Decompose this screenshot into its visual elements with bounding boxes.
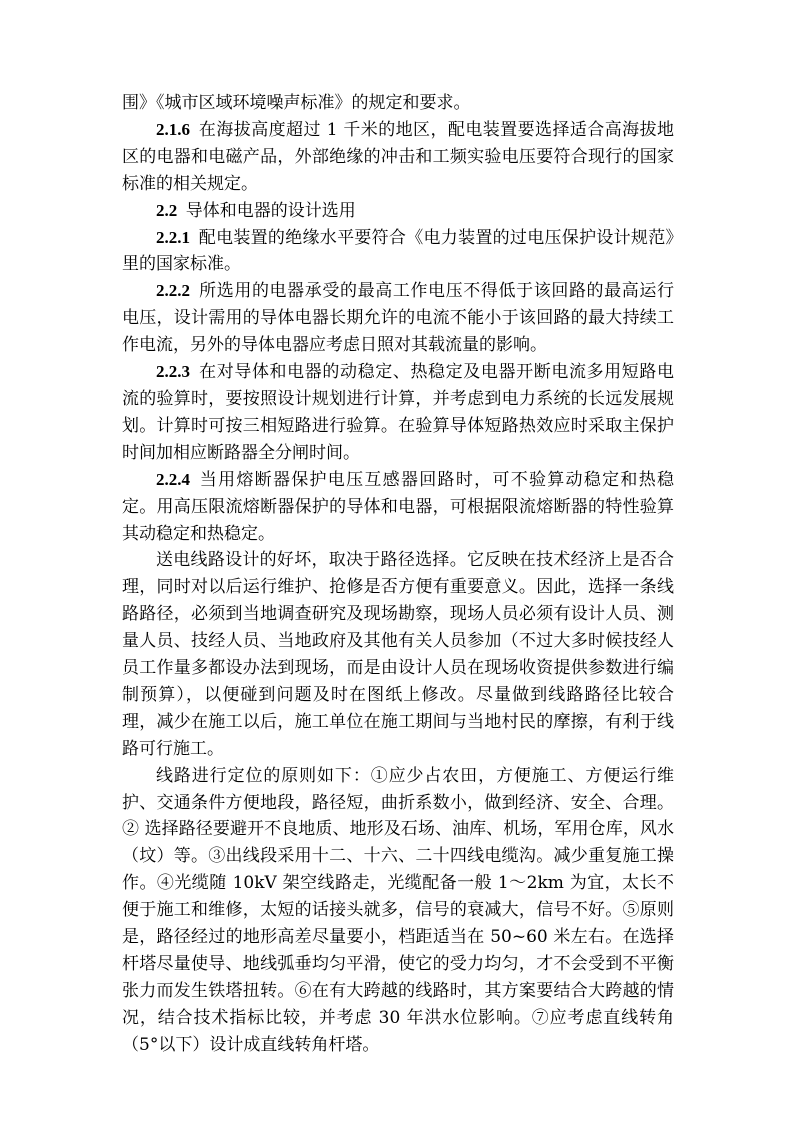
paragraph-text: 配电装置的绝缘水平要符合《电力装置的过电压保护设计规范》里的国家标准。 (122, 227, 674, 275)
section-number: 2.2.3 (156, 362, 190, 382)
section-2-2-3 (122, 359, 674, 467)
section-number: 2.2.1 (156, 227, 190, 247)
section-number: 2.2.4 (156, 469, 190, 489)
section-number: 2.2.2 (156, 281, 190, 301)
section-2-2-4 (122, 467, 674, 548)
paragraph-text: 在对导体和电器的动稳定、热稳定及电器开断电流多用短路电流的验算时，要按照设计规划进行计算，并考虑到电力系统的长远发展规划。计算时可按三相短路进行验算。在验算导体短路热效应时采取主保护时间加相应断路器全分闸时间。 (122, 362, 674, 463)
paragraph-text: 当用熔断器保护电压互感器回路时，可不验算动稳定和热稳定。用高压限流熔断器保护的导体和电器，可根据限流熔断器的特性验算其动稳定和热稳定。 (122, 469, 674, 544)
section-number: 2.1.6 (156, 119, 190, 139)
paragraph-text: 送电线路设计的好坏，取决于路径选择。它反映在技术经济上是否合理，同时对以后运行维护、抢修是否方便有重要意义。因此，选择一条线路路径，必须到当地调查研究及现场勘察，现场人员必须有设计人员、测量人员、技经人员、当地政府及其他有关人员参加（不过大多时候技经人员工作量多都设办法到现场，而是由设计人员在现场收资提供参数进行编制预算），以便碰到问题及时在图纸上修改。尽量做到线路路径比较合理，减少在施工以后，施工单位在施工期间与当地村民的摩擦，有利于线路可行施工。 (122, 550, 674, 759)
paragraph-text: 在海拔高度超过 1 千米的地区，配电装置要选择适合高海拔地区的电器和电磁产品，外部绝缘的冲击和工频实验电压要符合现行的国家标准的相关规定。 (122, 119, 674, 194)
section-heading-text: 导体和电器的设计选用 (185, 200, 356, 221)
section-2-1-6 (122, 117, 674, 198)
paragraph-text: 线路进行定位的原则如下：①应少占农田，方便施工、方便运行维护、交通条件方便地段，路径短，曲折系数小，做到经济、安全、合理。② 选择路径要避开不良地质、地形及石场、油库、机场，军用仓库，风水（坟）等。③出线段采用十二、十六、二十四线电缆沟。减少重复施工操作。④光缆随 10kV 架空线路走，光缆配备一般 1～2km 为宜，太长不便于施工和维修，太短的话接头就多，信号的衰减大，信号不好。⑤原则是，路径经过的地形高差尽量要小，档距适当在 50~60 米左右。在选择杆塔尽量使导、地线弧垂均匀平滑，使它的受力均匀，才不会受到不平衡张力而发生铁塔扭转。⑥在有大跨越的线路时，其方案要结合大跨越的情况，结合技术指标比较，并考虑 30 年洪水位影响。⑦应考虑直线转角（5°以下）设计成直线转角杆塔。 (122, 765, 674, 1055)
document-body (122, 90, 674, 1059)
paragraph-text: 所选用的电器承受的最高工作电压不得低于该回路的最高运行电压，设计需用的导体电器长期允许的电流不能小于该回路的最大持续工作电流，另外的导体电器应考虑日照对其载流量的影响。 (122, 281, 674, 356)
section-2-2-2 (122, 278, 674, 359)
section-number: 2.2 (156, 200, 178, 220)
paragraph-text: 围》《城市区域环境噪声标准》的规定和要求。 (122, 93, 471, 113)
section-2-2-1 (122, 225, 674, 279)
section-heading-2-2 (122, 198, 674, 225)
paragraph-route-design (122, 547, 674, 762)
paragraph-continuation (122, 90, 674, 117)
paragraph-route-principles (122, 763, 674, 1059)
